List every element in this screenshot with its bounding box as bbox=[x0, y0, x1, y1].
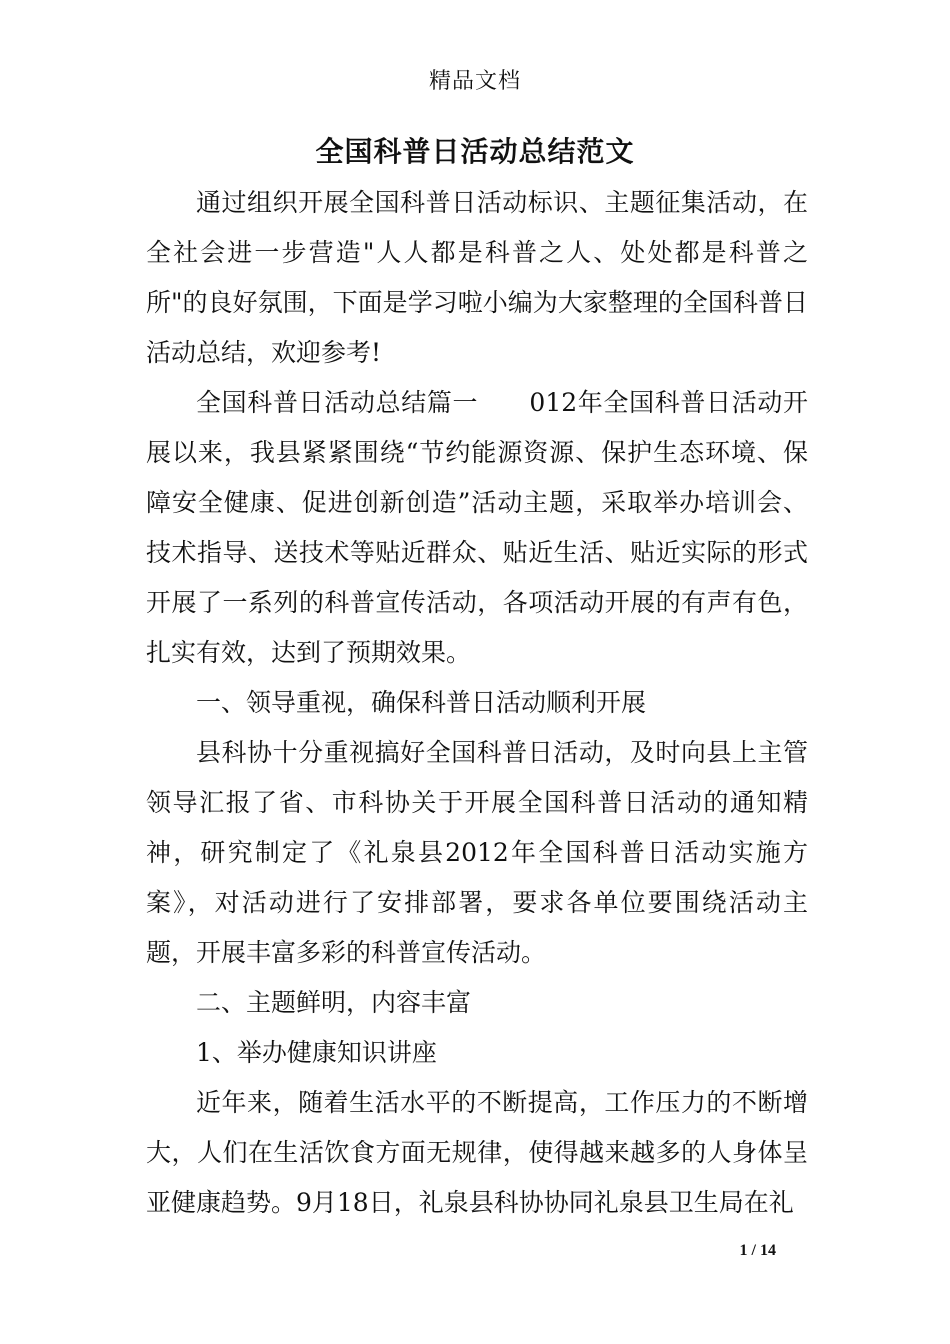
page-header: 精品文档 bbox=[428, 69, 521, 94]
paragraph: 县科协十分重视搞好全国科普日活动，及时向县上主管领导汇报了省、市科协关于开展全国科普日活动的通知精神，研究制定了《礼泉县2012年全国科普日活动实施方案》，对活动进行了安排部署，要求各单位要围绕活动主题，开展丰富多彩的科普宣传活动。 bbox=[146, 738, 808, 967]
page-number: 1 / 14 bbox=[739, 1242, 776, 1259]
section-heading: 二、主题鲜明，内容丰富 bbox=[196, 988, 472, 1017]
section-heading: 一、领导重视，确保科普日活动顺利开展 bbox=[196, 688, 647, 717]
subsection-heading: 1、举办健康知识讲座 bbox=[196, 1038, 437, 1067]
document-body bbox=[146, 178, 808, 1228]
document-title: 全国科普日活动总结范文 bbox=[315, 135, 635, 168]
paragraph: 通过组织开展全国科普日活动标识、主题征集活动，在全社会进一步营造"人人都是科普之人、处处都是科普之所"的良好氛围，下面是学习啦小编为大家整理的全国科普日活动总结，欢迎参考! bbox=[146, 188, 808, 367]
paragraph: 全国科普日活动总结篇一 012年全国科普日活动开展以来，我县紧紧围绕“节约能源资源、保护生态环境、保障安全健康、促进创新创造”活动主题，采取举办培训会、技术指导、送技术等贴近群众、贴近生活、贴近实际的形式开展了一系列的科普宣传活动，各项活动开展的有声有色，扎实有效，达到了预期效果。 bbox=[146, 388, 808, 667]
paragraph: 近年来，随着生活水平的不断提高，工作压力的不断增大，人们在生活饮食方面无规律，使得越来越多的人身体呈亚健康趋势。9月18日，礼泉县科协协同礼泉县卫生局在礼 bbox=[146, 1088, 808, 1217]
